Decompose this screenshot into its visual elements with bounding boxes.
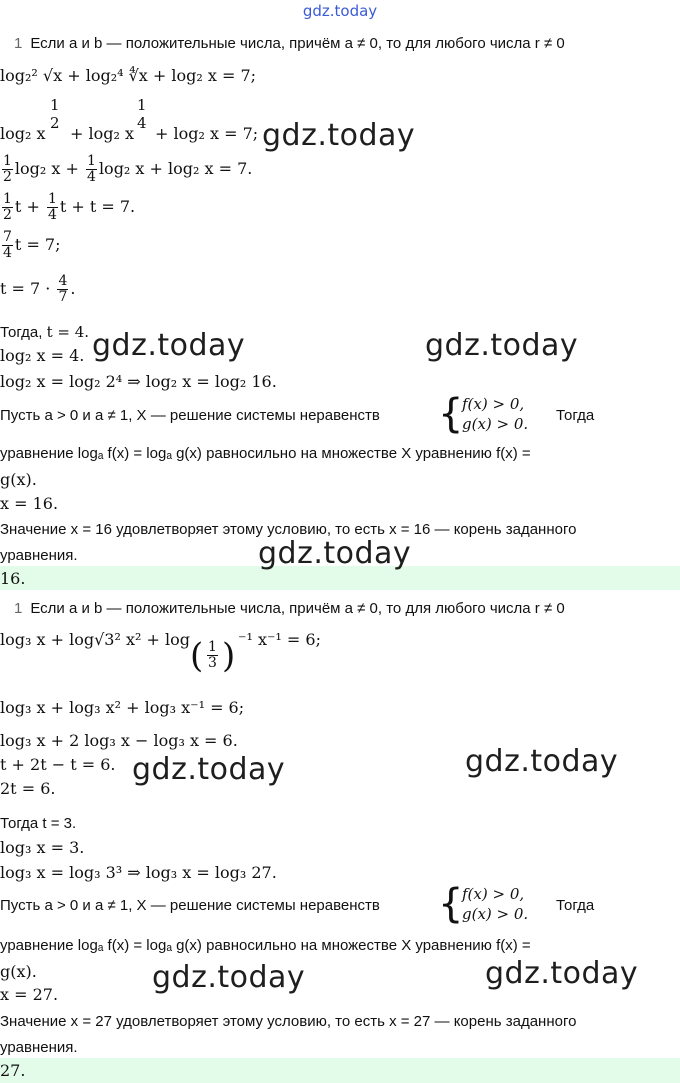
p2-line7: log₃ x = 3. (0, 838, 85, 857)
p2-brace: { (438, 881, 464, 927)
p2-number: 1 (14, 600, 23, 617)
p2-line6: Тогда t = 3. (0, 815, 77, 832)
p1-line12: g(x). (0, 470, 37, 489)
p2-line5: 2t = 6. (0, 779, 56, 798)
p1-intro-text: Если a и b — положительные числа, причём a ≠ 0, то для любого числа r ≠ 0 (30, 35, 565, 52)
p1-line15: уравнения. (0, 547, 78, 564)
p2-line12: x = 27. (0, 985, 59, 1004)
p1-number: 1 (14, 35, 23, 52)
p2-answer: 27. (0, 1061, 26, 1080)
p1-l2c: + log₂ x = 7; (155, 124, 259, 143)
p1-l2-exp2: 1 4 (137, 96, 147, 132)
p1-line6: t = 7 · $\frac{4}{7}$ . (0, 273, 76, 305)
p1-line1: log₂² √x + log₂⁴ ∜x + log₂ x = 7; (0, 66, 257, 85)
p2-line4: t + 2t − t = 6. (0, 755, 116, 774)
watermark: gdz.today (132, 752, 286, 787)
p1-line14: Значение x = 16 удовлетворяет этому условию, то есть x = 16 — корень заданного (0, 521, 577, 538)
watermark: gdz.today (425, 328, 579, 363)
p1-line4: $\frac{1}{2}$ t + $\frac{1}{4}$ t + t = 7. (3, 191, 136, 223)
p1-system: f(x) > 0, g(x) > 0. (462, 395, 529, 433)
p1-line11: уравнение logₐ f(x) = logₐ g(x) равносильно на множестве X уравнению f(x) = (0, 445, 531, 462)
p2-line13: Значение x = 27 удовлетворяет этому условию, то есть x = 27 — корень заданного (0, 1013, 577, 1030)
p2-line3: log₃ x + 2 log₃ x − log₃ x = 6. (0, 731, 238, 750)
watermark-top: gdz.today (302, 2, 378, 20)
p1-frac-quarter: $\frac{1}{4}$ (87, 153, 96, 185)
p2-line14: уравнения. (0, 1039, 78, 1056)
watermark: gdz.today (465, 744, 619, 779)
p1-l2b: + log₂ x (70, 124, 135, 143)
p1-frac-half: $\frac{1}{2}$ (3, 153, 12, 185)
p1-line13: x = 16. (0, 494, 59, 513)
p2-answer-band (0, 1058, 680, 1083)
p1-l2-exp1: 1 2 (50, 96, 60, 132)
p1-line7: Тогда, t = 4. (0, 323, 90, 341)
p1-line8: log₂ x = 4. (0, 346, 85, 365)
p1-brace: { (438, 391, 464, 437)
p1-line3: $\frac{1}{2}$ log₂ x + $\frac{1}{4}$ log₂ x + log₂ x = 7. (3, 153, 253, 185)
p2-line11: g(x). (0, 962, 37, 981)
p1-intro (0, 34, 565, 54)
p1-line9: log₂ x = log₂ 2⁴ ⇒ log₂ x = log₂ 16. (0, 372, 277, 391)
watermark: gdz.today (152, 960, 306, 995)
watermark: gdz.today (258, 536, 412, 571)
p2-system: f(x) > 0, g(x) > 0. (462, 885, 529, 923)
p2-frac-third: $\frac{1}{3}$ (208, 639, 217, 671)
watermark: gdz.today (485, 956, 639, 991)
p1-line5: $\frac{7}{4}$ t = 7; (3, 229, 61, 261)
p2-line8: log₃ x = log₃ 3³ ⇒ log₃ x = log₃ 27. (0, 863, 277, 882)
watermark: gdz.today (262, 118, 416, 153)
watermark: gdz.today (92, 328, 246, 363)
p2-intro-text: Если a и b — положительные числа, причём a ≠ 0, то для любого числа r ≠ 0 (30, 600, 565, 617)
p1-l2a: log₂ x (0, 124, 46, 143)
p2-intro (0, 599, 565, 619)
p1-answer: 16. (0, 569, 26, 588)
p2-line2: log₃ x + log₃ x² + log₃ x⁻¹ = 6; (0, 698, 245, 717)
p2-line10: уравнение logₐ f(x) = logₐ g(x) равносильно на множестве X уравнению f(x) = (0, 937, 531, 954)
